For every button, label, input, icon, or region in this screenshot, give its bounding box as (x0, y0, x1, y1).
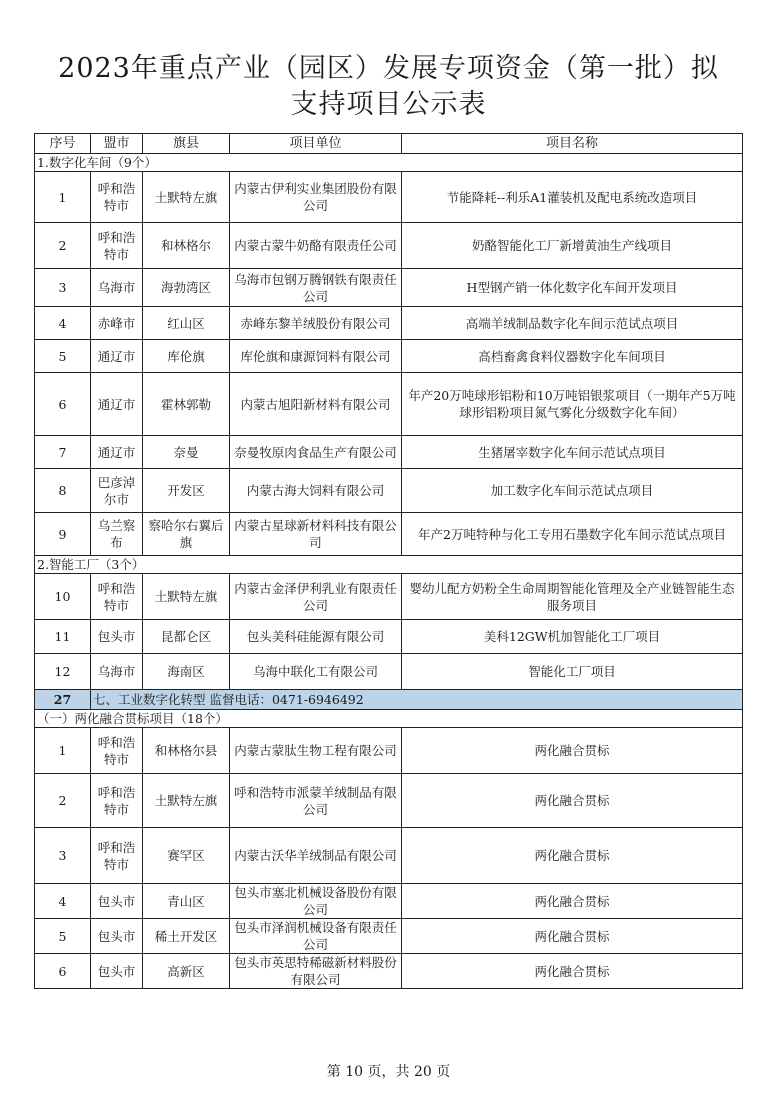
cell-project: 两化融合贯标 (402, 774, 743, 828)
table-row (35, 340, 743, 373)
cell-no: 6 (35, 373, 91, 436)
table-row (35, 172, 743, 223)
cell-county: 奈曼 (143, 436, 230, 469)
cell-city: 乌海市 (91, 269, 143, 307)
table-row (35, 919, 743, 954)
cell-county: 土默特左旗 (143, 574, 230, 620)
category-row (35, 690, 743, 710)
cell-unit: 库伦旗和康源饲料有限公司 (230, 340, 402, 373)
cell-no: 12 (35, 654, 91, 690)
cell-unit: 包头市塞北机械设备股份有限公司 (230, 884, 402, 919)
cell-unit: 内蒙古伊利实业集团股份有限公司 (230, 172, 402, 223)
cell-project: 节能降耗--利乐A1灌装机及配电系统改造项目 (402, 172, 743, 223)
cell-unit: 内蒙古金泽伊利乳业有限责任公司 (230, 574, 402, 620)
cell-city: 呼和浩特市 (91, 172, 143, 223)
cell-unit: 内蒙古旭阳新材料有限公司 (230, 373, 402, 436)
cell-city: 通辽市 (91, 340, 143, 373)
cell-city: 呼和浩特市 (91, 828, 143, 884)
section-title: 1.数字化车间（9个） (35, 154, 743, 172)
header-no: 序号 (35, 134, 91, 154)
section-title: 2.智能工厂（3个） (35, 556, 743, 574)
cell-project: 智能化工厂项目 (402, 654, 743, 690)
cell-city: 通辽市 (91, 373, 143, 436)
cell-no: 11 (35, 620, 91, 654)
cell-county: 和林格尔县 (143, 728, 230, 774)
cell-no: 8 (35, 469, 91, 513)
cell-county: 土默特左旗 (143, 172, 230, 223)
cell-no: 6 (35, 954, 91, 989)
cell-city: 呼和浩特市 (91, 223, 143, 269)
cell-unit: 内蒙古蒙牛奶酪有限责任公司 (230, 223, 402, 269)
cell-no: 5 (35, 340, 91, 373)
cell-project: 生猪屠宰数字化车间示范试点项目 (402, 436, 743, 469)
cell-project: H型钢产销一体化数字化车间开发项目 (402, 269, 743, 307)
cell-city: 赤峰市 (91, 307, 143, 340)
cell-project: 两化融合贯标 (402, 828, 743, 884)
category-title: 七、工业数字化转型 监督电话：0471-6946492 (91, 690, 743, 710)
table-row (35, 954, 743, 989)
cell-no: 4 (35, 307, 91, 340)
cell-city: 呼和浩特市 (91, 728, 143, 774)
cell-unit: 内蒙古星球新材料科技有限公司 (230, 513, 402, 556)
cell-city: 呼和浩特市 (91, 574, 143, 620)
table-row (35, 373, 743, 436)
table-row (35, 620, 743, 654)
table-row (35, 884, 743, 919)
cell-no: 3 (35, 269, 91, 307)
cell-unit: 包头美科硅能源有限公司 (230, 620, 402, 654)
cell-no: 1 (35, 172, 91, 223)
cell-county: 稀土开发区 (143, 919, 230, 954)
cell-no: 2 (35, 223, 91, 269)
project-table (34, 133, 743, 989)
cell-city: 包头市 (91, 919, 143, 954)
cell-no: 10 (35, 574, 91, 620)
cell-project: 加工数字化车间示范试点项目 (402, 469, 743, 513)
cell-county: 和林格尔 (143, 223, 230, 269)
cell-project: 年产20万吨球形铝粉和10万吨铝银浆项目（一期年产5万吨球形铝粉项目氮气雾化分级数字化车间） (402, 373, 743, 436)
section-row (35, 154, 743, 172)
cell-county: 高新区 (143, 954, 230, 989)
cell-unit: 乌海中联化工有限公司 (230, 654, 402, 690)
page-footer: 第 10 页，共 20 页 (326, 1064, 451, 1080)
cell-unit: 乌海市包钢万腾钢铁有限责任公司 (230, 269, 402, 307)
cell-county: 海勃湾区 (143, 269, 230, 307)
cell-city: 包头市 (91, 884, 143, 919)
cell-project: 年产2万吨特种与化工专用石墨数字化车间示范试点项目 (402, 513, 743, 556)
cell-city: 呼和浩特市 (91, 774, 143, 828)
section-row (35, 710, 743, 728)
page-title-line1: 2023年重点产业（园区）发展专项资金（第一批）拟 (58, 53, 719, 84)
header-city: 盟市 (91, 134, 143, 154)
table-row (35, 269, 743, 307)
cell-county: 赛罕区 (143, 828, 230, 884)
table-row (35, 728, 743, 774)
cell-county: 青山区 (143, 884, 230, 919)
header-project: 项目名称 (402, 134, 743, 154)
cell-no: 4 (35, 884, 91, 919)
cell-project: 奶酪智能化工厂新增黄油生产线项目 (402, 223, 743, 269)
cell-no: 2 (35, 774, 91, 828)
table-row (35, 774, 743, 828)
cell-project: 两化融合贯标 (402, 884, 743, 919)
table-row (35, 574, 743, 620)
cell-unit: 内蒙古海大饲料有限公司 (230, 469, 402, 513)
cell-county: 昆都仑区 (143, 620, 230, 654)
cell-county: 察哈尔右翼后旗 (143, 513, 230, 556)
table-row (35, 513, 743, 556)
cell-city: 乌海市 (91, 654, 143, 690)
category-number: 27 (35, 690, 91, 710)
cell-no: 1 (35, 728, 91, 774)
table-row (35, 828, 743, 884)
cell-unit: 奈曼牧原肉食品生产有限公司 (230, 436, 402, 469)
cell-county: 土默特左旗 (143, 774, 230, 828)
cell-project: 两化融合贯标 (402, 728, 743, 774)
cell-project: 婴幼儿配方奶粉全生命周期智能化管理及全产业链智能生态服务项目 (402, 574, 743, 620)
table-row (35, 654, 743, 690)
page-title-line2: 支持项目公示表 (290, 89, 487, 120)
cell-unit: 包头市泽润机械设备有限责任公司 (230, 919, 402, 954)
section-title: （一）两化融合贯标项目（18个） (35, 710, 743, 728)
table-row (35, 469, 743, 513)
cell-unit: 内蒙古沃华羊绒制品有限公司 (230, 828, 402, 884)
cell-project: 高端羊绒制品数字化车间示范试点项目 (402, 307, 743, 340)
cell-project: 两化融合贯标 (402, 919, 743, 954)
cell-city: 乌兰察布 (91, 513, 143, 556)
cell-no: 3 (35, 828, 91, 884)
table-row (35, 307, 743, 340)
section-row (35, 556, 743, 574)
cell-no: 5 (35, 919, 91, 954)
cell-county: 红山区 (143, 307, 230, 340)
header-unit: 项目单位 (230, 134, 402, 154)
cell-unit: 赤峰东黎羊绒股份有限公司 (230, 307, 402, 340)
cell-county: 海南区 (143, 654, 230, 690)
cell-project: 高档畜禽食料仪器数字化车间项目 (402, 340, 743, 373)
cell-unit: 内蒙古蒙肽生物工程有限公司 (230, 728, 402, 774)
cell-no: 9 (35, 513, 91, 556)
cell-city: 通辽市 (91, 436, 143, 469)
cell-project: 美科12GW机加智能化工厂项目 (402, 620, 743, 654)
header-county: 旗县 (143, 134, 230, 154)
cell-unit: 包头市英思特稀磁新材料股份有限公司 (230, 954, 402, 989)
cell-county: 霍林郭勒 (143, 373, 230, 436)
cell-city: 包头市 (91, 620, 143, 654)
cell-county: 开发区 (143, 469, 230, 513)
cell-no: 7 (35, 436, 91, 469)
cell-unit: 呼和浩特市派蒙羊绒制品有限公司 (230, 774, 402, 828)
cell-city: 包头市 (91, 954, 143, 989)
cell-city: 巴彦淖尔市 (91, 469, 143, 513)
cell-county: 库伦旗 (143, 340, 230, 373)
table-header-row (35, 134, 743, 154)
table-row (35, 223, 743, 269)
table-row (35, 436, 743, 469)
cell-project: 两化融合贯标 (402, 954, 743, 989)
